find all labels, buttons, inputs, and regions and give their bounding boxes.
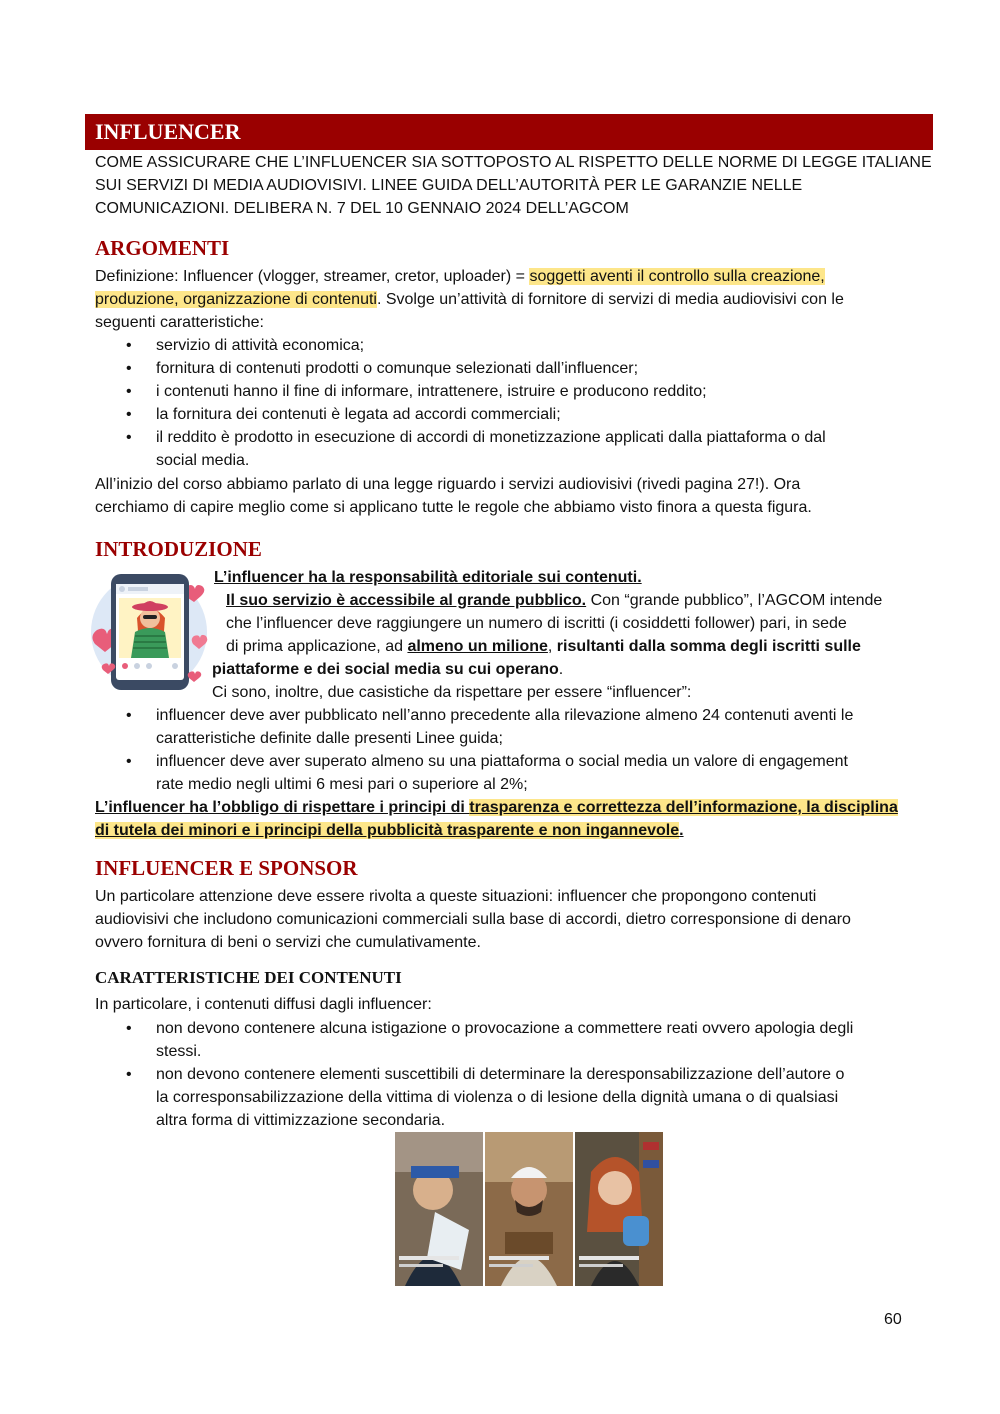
- intro-text: di prima applicazione, ad: [226, 638, 408, 655]
- intro-text: .: [558, 661, 564, 678]
- paragraph-line: In particolare, i contenuti diffusi dagli influencer:: [95, 996, 432, 1013]
- paragraph-line: audiovisivi che includono comunicazioni commerciali sulla base di accordi, dietro corresponsione di denaro: [95, 911, 851, 928]
- heading-introduzione: INTRODUZIONE: [95, 537, 262, 561]
- obligation-text: L’influencer ha l’obbligo di rispettare i principi di: [95, 799, 470, 816]
- list-item: la fornitura dei contenuti è legata ad accordi commerciali;: [156, 406, 561, 423]
- list-item: non devono contenere alcuna istigazione o provocazione a commettere reati ovvero apologia degli: [156, 1020, 854, 1037]
- paragraph-line: Un particolare attenzione deve essere rivolta a queste situazioni: influencer che propongono contenuti: [95, 888, 817, 905]
- heading-argomenti: ARGOMENTI: [95, 236, 230, 260]
- definition-highlight: soggetti aventi il controllo sulla creazione,: [529, 268, 825, 285]
- intro-caps-line: COMUNICAZIONI. DELIBERA N. 7 DEL 10 GENNAIO 2024 DELL’AGCOM: [95, 200, 629, 217]
- obligation-highlight: di tutela dei minori e i principi della pubblicità trasparente e non ingannevole: [95, 822, 680, 839]
- intro-line: Ci sono, inoltre, due casistiche da rispettare per essere “influencer”:: [212, 684, 692, 701]
- paragraph-line: cerchiamo di capire meglio come si applicano tutte le regole che abbiamo visto finora a questa figura.: [95, 499, 812, 516]
- obligation-line: [95, 819, 684, 842]
- intro-line: [212, 658, 563, 681]
- list-item: servizio di attività economica;: [156, 337, 365, 354]
- influencer-phone-illustration: [85, 566, 213, 694]
- paragraph-line: ovvero fornitura di beni o servizi che cumulativamente.: [95, 934, 481, 951]
- list-item-continued: social media.: [156, 452, 250, 469]
- bullet-dot: •: [126, 1066, 132, 1083]
- bullet-dot: •: [126, 753, 132, 770]
- list-item-continued: rate medio negli ultimi 6 mesi pari o superiore al 2%;: [156, 776, 528, 793]
- bullet-dot: •: [126, 1020, 132, 1037]
- list-item: influencer deve aver superato almeno su una piattaforma o social media un valore di engagement: [156, 753, 848, 770]
- intro-text: ,: [547, 638, 557, 655]
- list-item: fornitura di contenuti prodotti o comunque selezionati dall’influencer;: [156, 360, 639, 377]
- definition-highlight: produzione, organizzazione di contenuti: [95, 291, 377, 308]
- obligation-text: .: [679, 822, 684, 839]
- bullet-dot: •: [126, 707, 132, 724]
- influencer-video-stills: [395, 1132, 663, 1286]
- list-item-continued: la corresponsabilizzazione della vittima di violenza o di lesione della dignità umana o di qualsiasi: [156, 1089, 839, 1106]
- list-item: il reddito è prodotto in esecuzione di accordi di monetizzazione applicati dalla piattaforma o dal: [156, 429, 826, 446]
- bullet-dot: •: [126, 429, 132, 446]
- list-item-continued: stessi.: [156, 1043, 202, 1060]
- heading-caratteristiche: CARATTERISTICHE DEI CONTENUTI: [95, 968, 402, 987]
- intro-emphasis: piattaforme e dei social media su cui operano: [212, 661, 559, 678]
- intro-text: Con “grande pubblico”, l’AGCOM intende: [586, 592, 883, 609]
- paragraph-line: All’inizio del corso abbiamo parlato di una legge riguardo i servizi audiovisivi (rivedi pagina 27!). Ora: [95, 476, 801, 493]
- video-still-1: [395, 1132, 483, 1286]
- intro-line: [226, 635, 861, 658]
- intro-emphasis: almeno un milione: [407, 638, 548, 655]
- intro-line: [226, 589, 882, 612]
- intro-line: che l’influencer deve raggiungere un numero di iscritti (i cosiddetti follower) pari, in sede: [226, 615, 847, 632]
- bullet-dot: •: [126, 383, 132, 400]
- list-item-continued: altra forma di vittimizzazione secondaria.: [156, 1112, 446, 1129]
- definition-line: [95, 265, 825, 288]
- intro-emphasis: risultanti dalla somma degli iscritti sulle: [556, 638, 861, 655]
- definition-line: seguenti caratteristiche:: [95, 314, 264, 331]
- bullet-dot: •: [126, 406, 132, 423]
- video-still-2: [485, 1132, 573, 1286]
- list-item: influencer deve aver pubblicato nell’anno precedente alla rilevazione almeno 24 contenuti aventi le: [156, 707, 854, 724]
- intro-caps-line: COME ASSICURARE CHE L’INFLUENCER SIA SOTTOPOSTO AL RISPETTO DELLE NORME DI LEGGE ITALIANE: [95, 154, 932, 171]
- banner-title: INFLUENCER: [95, 119, 241, 144]
- bullet-dot: •: [126, 360, 132, 377]
- intro-caps-line: SUI SERVIZI DI MEDIA AUDIOVISIVI. LINEE GUIDA DELL’AUTORITÀ PER LE GARANZIE NELLE: [95, 177, 803, 194]
- heading-influencer-sponsor: INFLUENCER E SPONSOR: [95, 856, 358, 880]
- list-item: non devono contenere elementi suscettibili di determinare la deresponsabilizzazione dell’autore o: [156, 1066, 845, 1083]
- definition-text: Definizione: Influencer (vlogger, streamer, cretor, uploader) =: [95, 268, 530, 285]
- obligation-line: [95, 796, 898, 819]
- definition-text: . Svolge un’attività di fornitore di servizi di media audiovisivi con le: [376, 291, 844, 308]
- video-still-3: [575, 1132, 663, 1286]
- definition-line: [95, 288, 844, 311]
- intro-statement: Il suo servizio è accessibile al grande pubblico.: [226, 592, 587, 609]
- list-item-continued: caratteristiche definite dalle presenti Linee guida;: [156, 730, 503, 747]
- list-item: i contenuti hanno il fine di informare, intrattenere, istruire e producono reddito;: [156, 383, 707, 400]
- intro-statement: L’influencer ha la responsabilità editoriale sui contenuti.: [214, 569, 642, 586]
- section-banner: [85, 114, 933, 150]
- bullet-dot: •: [126, 337, 132, 354]
- obligation-highlight: trasparenza e correttezza dell’informazione, la disciplina: [469, 799, 898, 816]
- page-number: 60: [884, 1311, 902, 1328]
